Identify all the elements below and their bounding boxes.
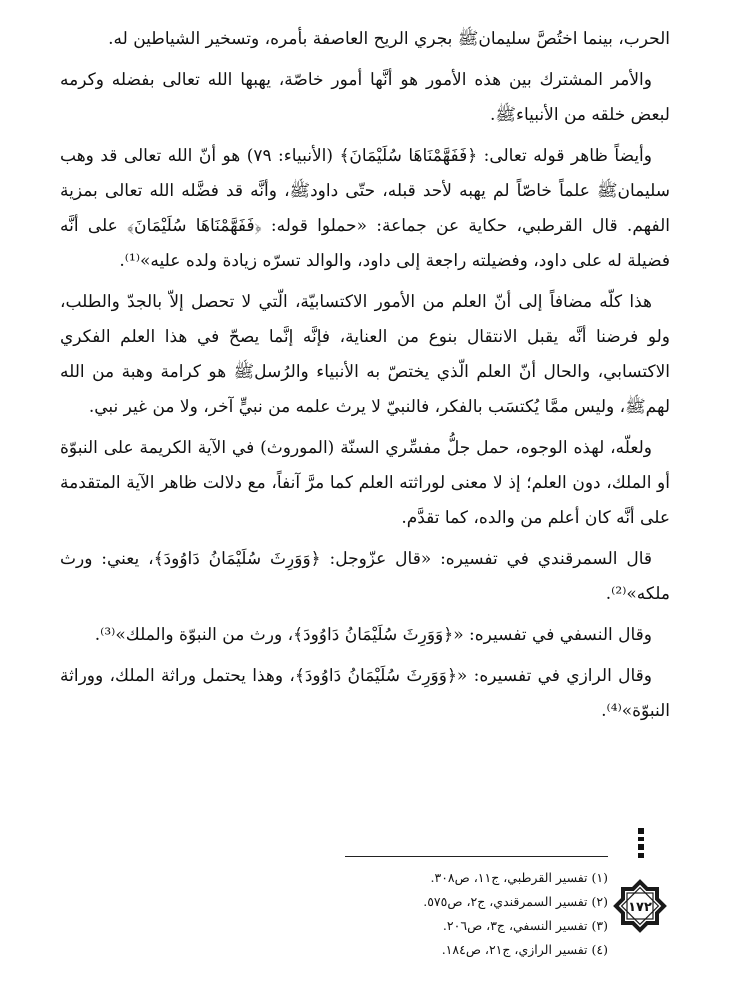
paragraph-4 xyxy=(60,285,670,425)
paragraph-6 xyxy=(60,542,670,612)
paragraph-6-text: قال السمرقندي في تفسيره: «قال عزّوجل: ﴿وَوَرِثَ سُلَيْمَانُ دَاوُودَ﴾، يعني: ورث ملكه»⁽²⁾. xyxy=(60,549,670,604)
ornament-icon xyxy=(636,828,646,858)
paragraph-4-text: هذا كلّه مضافاً إلى أنّ العلم من الأمور الاكتسابيّة، الّتي لا تحصل إلاّ بالجدّ والطلب، ولو فرضنا أنَّه يقبل الانتقال بنوع من العناية، فإنَّه إنَّما يصحّ في هذا العلم الفكري الاكتسابي، والحال أنّ العلم الّذي يختصّ به الأنبياء والرُسلﷺ هو كرامة وهبة من الله لهمﷺ، وليس ممَّا يُكتسَب بالفكر، فالنبيّ لا يرث علمه من نبيٍّ آخر، ولا من غير نبي. xyxy=(60,292,670,417)
paragraph-1: الحرب، بينما اختُصَّ سليمانﷺ بجري الريح العاصفة بأمره، وتسخير الشياطين له. xyxy=(108,29,670,49)
paragraph-2-text: والأمر المشترك بين هذه الأمور هو أنَّها أمور خاصّة، يهبها الله تعالى بفضله وكرمه لبعض خلقه من الأنبياءﷺ. xyxy=(60,70,670,125)
page-number-emblem xyxy=(612,878,668,934)
star-emblem-icon xyxy=(612,878,668,934)
footnote-1: (١) تفسير القرطبي، ج١١، ص٣٠٨. xyxy=(430,870,608,885)
footnote-4: (٤) تفسير الرازي، ج٢١، ص١٨٤. xyxy=(441,942,608,957)
footnote-2: (٢) تفسير السمرقندي، ج٢، ص٥٧٥. xyxy=(423,894,608,909)
footnotes xyxy=(345,866,608,962)
footnote-divider xyxy=(345,856,608,857)
page-number: ١٧٢ xyxy=(628,900,652,915)
paragraph-8 xyxy=(60,659,670,729)
paragraph-8-text: وقال الرازي في تفسيره: «﴿وَوَرِثَ سُلَيْمَانُ دَاوُودَ﴾، وهذا يحتمل وراثة الملك، ووراثة النبوّة»⁽⁴⁾. xyxy=(60,666,670,721)
paragraph-2 xyxy=(60,63,670,133)
footnote-3: (٣) تفسير النسفي، ج٣، ص٢٠٦. xyxy=(442,918,608,933)
paragraph-5-text: ولعلّه، لهذه الوجوه، حمل جلُّ مفسِّري السنّة (الموروث) في الآية الكريمة على النبوّة أو الملك، دون العلم؛ إذ لا معنى لوراثته العلم كما مرَّ آنفاً، مع دلالت ظاهر الآية المتقدمة على أنَّه كان أعلم من والده، كما تقدَّم. xyxy=(60,438,670,528)
paragraph-5 xyxy=(60,431,670,536)
paragraph-3 xyxy=(60,139,670,279)
paragraph-7-text: وقال النسفي في تفسيره: «﴿وَوَرِثَ سُلَيْمَانُ دَاوُودَ﴾، ورث من النبوّة والملك»⁽³⁾. xyxy=(94,625,652,645)
page-body xyxy=(60,22,670,735)
paragraph-7 xyxy=(60,618,670,653)
paragraph-3-text: وأيضاً ظاهر قوله تعالى: ﴿فَفَهَّمْنَاهَا سُلَيْمَانَ﴾ (الأنبياء: ٧٩) هو أنّ الله تعالى قد وهب سليمانﷺ علماً خاصّاً لم يهبه لأحد قبله، حتّى داودﷺ، وأنَّه قد فضَّله الله تعالى بمزية الفهم. قال القرطبي، حكاية عن جماعة: «حملوا قوله: ﴿فَفَهَّمْنَاهَا سُلَيْمَانَ﴾ على أنَّه فضيلة له على داود، وفضيلته راجعة إلى داود، والوالد تسرّه زيادة ولده عليه»⁽¹⁾. xyxy=(60,146,670,271)
